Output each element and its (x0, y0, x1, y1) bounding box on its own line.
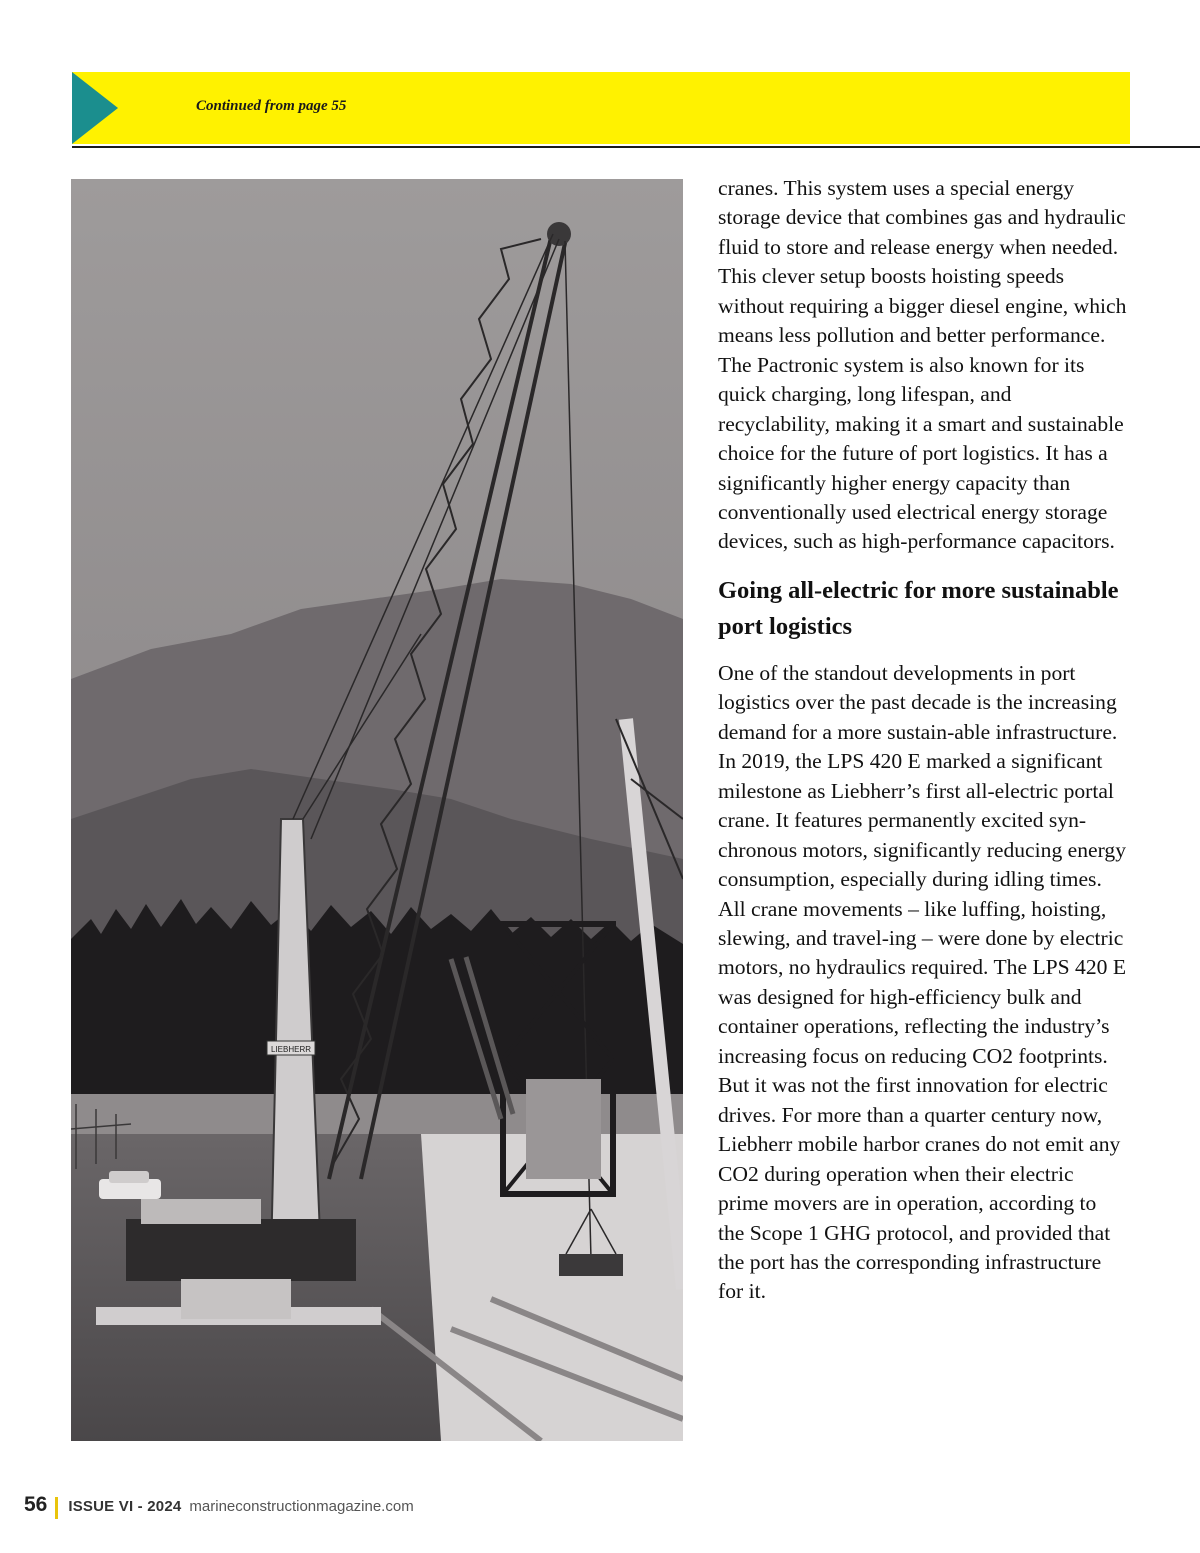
page-footer (24, 1493, 414, 1523)
crane-label: LIEBHERR (270, 1045, 312, 1054)
section-heading: Going all-electric for more sustainable port logistics (718, 576, 1119, 640)
article-paragraph-2: One of the standout developments in port logistics over the past decade is the increasing demand for a more sustain-able infrastructure. In 2019, the LPS 420 E marked a significant milestone as Liebherr’s first all-electric portal crane. It features permanently excited syn-chronous motors, significantly reducing energy consumption, especially during idling times. All crane movements – like luffing, hoisting, slewing, and travel-ing – were done by electric motors, no hydraulics required. The LPS 420 E was designed for high-efficiency bulk and container operations, reflecting the industry’s increasing focus on reducing CO2 footprints. But it was not the first innovation for electric drives. For more than a quarter century now, Liebherr mobile harbor cranes do not emit any CO2 during operation when their electric prime movers are in operation, according to the Scope 1 GHG protocol, and provided that the port has the corresponding infrastructure for it. (718, 660, 1127, 1304)
continued-from-label: Continued from page 55 (196, 98, 347, 114)
teal-arrow-icon (72, 72, 118, 144)
header-rule (72, 146, 1200, 148)
issue-label: ISSUE VI - 2024 (68, 1498, 182, 1515)
article-body (718, 174, 1128, 1307)
page-number: 56 (24, 1493, 48, 1516)
website-link[interactable]: marineconstructionmagazine.com (189, 1498, 414, 1515)
crane-photo-illustration (71, 179, 683, 1441)
crane-photo (71, 179, 683, 1441)
footer-divider (55, 1497, 58, 1519)
article-paragraph-1: cranes. This system uses a special energy storage device that combines gas and hydraulic fluid to store and release energy when needed. This clever setup boosts hoisting speeds without requiring a bigger diesel engine, which means less pollution and better performance. The Pactronic system is also known for its quick charging, long lifespan, and recyclability, making it a smart and sustainable choice for the future of port logistics. It has a significantly higher energy capacity than conventionally used electrical energy storage devices, such as high-performance capacitors. (718, 176, 1127, 554)
